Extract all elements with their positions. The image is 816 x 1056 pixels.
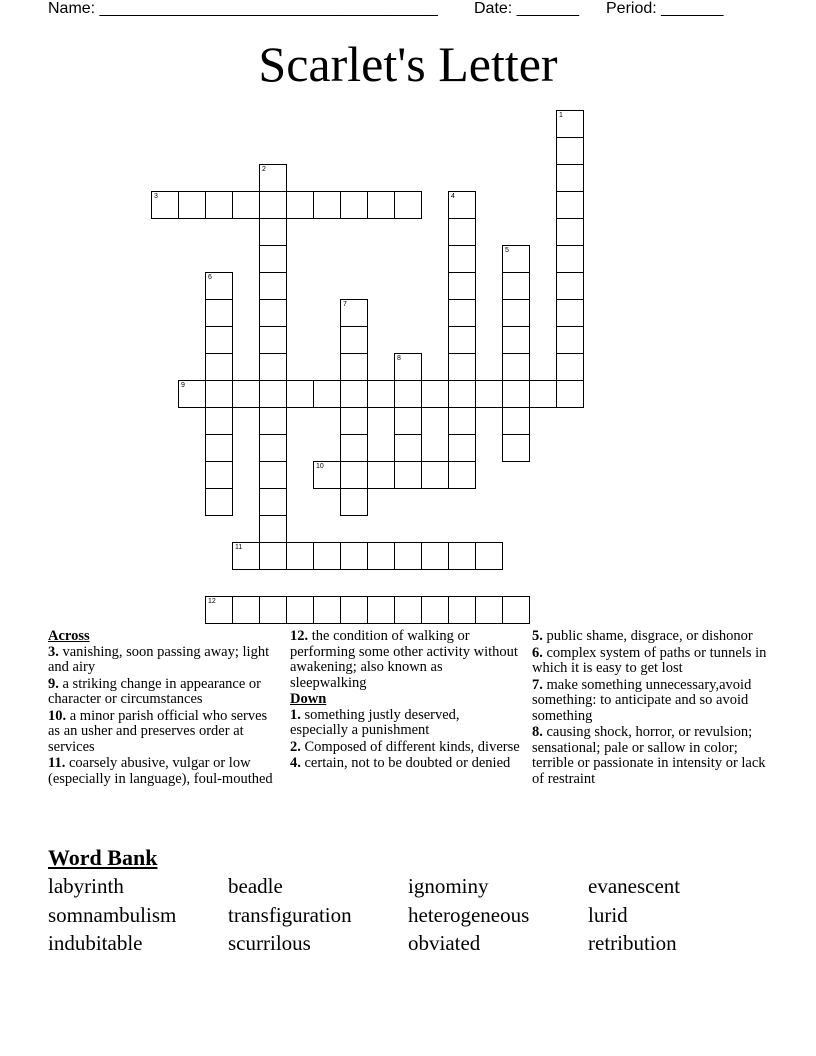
crossword-cell[interactable] xyxy=(259,326,287,354)
clue-text: certain, not to be doubted or denied xyxy=(300,755,511,771)
down-clue-list-2 xyxy=(532,629,768,787)
crossword-cell[interactable] xyxy=(205,596,233,624)
clue-text: a minor parish official who serves as an usher and preserves order at services xyxy=(48,707,268,755)
crossword-cell[interactable] xyxy=(205,407,233,435)
clue-number: 2. xyxy=(290,738,301,755)
clue-text: Composed of different kinds, diverse xyxy=(300,738,520,755)
crossword-cell[interactable] xyxy=(205,461,233,489)
crossword-cell[interactable] xyxy=(340,326,368,354)
crossword-cell[interactable] xyxy=(259,380,287,408)
crossword-cell[interactable] xyxy=(475,380,503,408)
word-bank-word: retribution xyxy=(588,931,677,955)
clue-number: 8. xyxy=(532,724,543,740)
crossword-cell[interactable] xyxy=(556,326,584,354)
cell-number: 7 xyxy=(343,301,347,308)
clue-item xyxy=(290,629,520,691)
clue-item xyxy=(532,678,768,725)
crossword-cell[interactable] xyxy=(259,407,287,435)
clue-item xyxy=(290,708,520,739)
crossword-cell[interactable] xyxy=(205,326,233,354)
crossword-cell[interactable] xyxy=(205,299,233,327)
clue-text: causing shock, horror, or revulsion; sensational; pale or sallow in color; terrible or passionate in intensity or lack of restraint xyxy=(532,724,766,787)
clue-item xyxy=(48,756,278,787)
clue-number: 6. xyxy=(532,644,543,661)
crossword-cell[interactable] xyxy=(448,326,476,354)
crossword-cell[interactable] xyxy=(340,191,368,219)
clue-number: 11. xyxy=(48,755,66,771)
clues-column-1 xyxy=(48,629,278,788)
word-bank-word: somnambulism xyxy=(48,902,177,927)
crossword-cell[interactable] xyxy=(259,164,287,192)
period-field-label[interactable]: Period: _______ xyxy=(606,0,724,17)
crossword-cell[interactable] xyxy=(475,596,503,624)
crossword-cell[interactable] xyxy=(259,353,287,381)
crossword-cell[interactable] xyxy=(556,191,584,219)
crossword-cell[interactable] xyxy=(232,542,260,570)
cell-number: 8 xyxy=(397,355,401,362)
clue-text: the condition of walking or performing some other activity without awakening; also known as sleepwalking xyxy=(290,628,518,691)
crossword-cell[interactable] xyxy=(340,542,368,570)
crossword-cell[interactable] xyxy=(340,299,368,327)
crossword-cell[interactable] xyxy=(502,434,530,462)
clue-text: a striking change in appearance or character or circumstances xyxy=(48,675,261,707)
clue-text: vanishing, soon passing away; light and airy xyxy=(48,643,270,675)
word-bank-word: lurid xyxy=(588,902,628,927)
cell-number: 1 xyxy=(559,112,563,119)
crossword-cell[interactable] xyxy=(556,164,584,192)
crossword-cell[interactable] xyxy=(448,461,476,489)
crossword-cell[interactable] xyxy=(313,380,341,408)
crossword-cell[interactable] xyxy=(313,596,341,624)
clue-number: 9. xyxy=(48,675,59,692)
clue-text: coarsely abusive, vulgar or low (especially in language), foul-mouthed xyxy=(48,755,273,787)
header xyxy=(48,0,768,20)
crossword-cell[interactable] xyxy=(421,596,449,624)
crossword-cell[interactable] xyxy=(340,596,368,624)
crossword-cell[interactable] xyxy=(259,461,287,489)
name-field-label[interactable]: Name: ______________________________________ xyxy=(48,0,438,17)
clues-column-3 xyxy=(532,629,768,788)
crossword-cell[interactable] xyxy=(313,461,341,489)
crossword-cell[interactable] xyxy=(286,191,314,219)
crossword-cell[interactable] xyxy=(502,272,530,300)
clue-number: 7. xyxy=(532,676,543,693)
crossword-cell[interactable] xyxy=(259,488,287,516)
cell-number: 3 xyxy=(154,193,158,200)
crossword-cell[interactable] xyxy=(313,542,341,570)
clue-number: 4. xyxy=(290,755,301,771)
across-clue-list-2 xyxy=(290,629,520,691)
crossword-cell[interactable] xyxy=(367,461,395,489)
cell-number: 5 xyxy=(505,247,509,254)
crossword-cell[interactable] xyxy=(286,596,314,624)
crossword-cell[interactable] xyxy=(286,542,314,570)
clue-item xyxy=(532,629,768,645)
word-bank-word: labyrinth xyxy=(48,874,124,898)
crossword-cell[interactable] xyxy=(421,542,449,570)
crossword-cell[interactable] xyxy=(259,191,287,219)
crossword-cell[interactable] xyxy=(259,245,287,273)
crossword-cell[interactable] xyxy=(502,380,530,408)
clue-item xyxy=(48,677,278,708)
word-bank-word: obviated xyxy=(408,931,481,955)
crossword-cell[interactable] xyxy=(556,272,584,300)
crossword-cell[interactable] xyxy=(205,272,233,300)
crossword-cell[interactable] xyxy=(232,380,260,408)
word-bank-word: evanescent xyxy=(588,874,681,898)
crossword-cell[interactable] xyxy=(556,299,584,327)
crossword-cell[interactable] xyxy=(502,596,530,624)
crossword-cell[interactable] xyxy=(556,380,584,408)
crossword-cell[interactable] xyxy=(448,353,476,381)
word-bank-word: scurrilous xyxy=(228,931,311,955)
crossword-cell[interactable] xyxy=(259,434,287,462)
clue-number: 12. xyxy=(290,628,309,644)
crossword-cell[interactable] xyxy=(394,596,422,624)
crossword-cell[interactable] xyxy=(475,542,503,570)
clues-column-2 xyxy=(290,629,520,773)
clue-item xyxy=(48,709,278,756)
page-title: Scarlet's Letter xyxy=(258,36,558,92)
word-bank-word: indubitable xyxy=(48,931,143,955)
crossword-cell[interactable] xyxy=(421,380,449,408)
crossword-cell[interactable] xyxy=(367,542,395,570)
crossword-cell[interactable] xyxy=(394,353,422,381)
clue-item xyxy=(290,740,520,756)
clue-number: 10. xyxy=(48,707,67,724)
crossword-cell[interactable] xyxy=(502,326,530,354)
crossword-cell[interactable] xyxy=(448,299,476,327)
crossword-cell[interactable] xyxy=(151,191,179,219)
clue-number: 5. xyxy=(532,628,543,644)
crossword-cell[interactable] xyxy=(556,137,584,165)
crossword-cell[interactable] xyxy=(205,380,233,408)
crossword-cell[interactable] xyxy=(340,488,368,516)
clue-number: 3. xyxy=(48,643,59,660)
crossword-cell[interactable] xyxy=(502,353,530,381)
crossword-cell[interactable] xyxy=(529,380,557,408)
crossword-cell[interactable] xyxy=(448,218,476,246)
crossword-cell[interactable] xyxy=(556,353,584,381)
cell-number: 2 xyxy=(262,166,266,173)
cell-number: 11 xyxy=(235,544,243,551)
crossword-cell[interactable] xyxy=(394,434,422,462)
crossword-cell[interactable] xyxy=(556,245,584,273)
word-bank-word: transfiguration xyxy=(228,902,352,927)
crossword-cell[interactable] xyxy=(367,596,395,624)
crossword-cell[interactable] xyxy=(205,353,233,381)
crossword-cell[interactable] xyxy=(502,407,530,435)
crossword-cell[interactable] xyxy=(205,488,233,516)
crossword-cell[interactable] xyxy=(394,380,422,408)
crossword-cell[interactable] xyxy=(502,245,530,273)
crossword-cell[interactable] xyxy=(448,380,476,408)
clue-item xyxy=(532,646,768,677)
crossword-cell[interactable] xyxy=(340,380,368,408)
crossword-cell[interactable] xyxy=(259,299,287,327)
clue-item xyxy=(48,645,278,676)
crossword-cell[interactable] xyxy=(394,542,422,570)
crossword-cell[interactable] xyxy=(286,380,314,408)
crossword-cell[interactable] xyxy=(313,191,341,219)
clue-item xyxy=(532,725,768,787)
crossword-cell[interactable] xyxy=(178,380,206,408)
crossword-cell[interactable] xyxy=(205,191,233,219)
crossword-cell[interactable] xyxy=(394,461,422,489)
crossword-cell[interactable] xyxy=(259,596,287,624)
clue-text: make something unnecessary,avoid something: to anticipate and so avoid something xyxy=(532,676,752,724)
clue-number: 1. xyxy=(290,706,301,723)
crossword-cell[interactable] xyxy=(367,380,395,408)
crossword-cell[interactable] xyxy=(340,407,368,435)
crossword-cell[interactable] xyxy=(259,218,287,246)
word-bank-word: ignominy xyxy=(408,874,489,898)
crossword-cell[interactable] xyxy=(448,434,476,462)
cell-number: 12 xyxy=(208,598,216,605)
word-bank-word: beadle xyxy=(228,874,283,898)
crossword-cell[interactable] xyxy=(340,353,368,381)
crossword-cell[interactable] xyxy=(394,191,422,219)
down-clue-list-1 xyxy=(290,708,520,772)
across-clue-list-1 xyxy=(48,645,278,788)
crossword-cell[interactable] xyxy=(394,407,422,435)
cell-number: 6 xyxy=(208,274,212,281)
crossword-cell[interactable] xyxy=(448,596,476,624)
crossword-cell[interactable] xyxy=(259,272,287,300)
across-heading: Across xyxy=(48,628,90,644)
crossword-cell[interactable] xyxy=(205,434,233,462)
crossword-cell[interactable] xyxy=(340,461,368,489)
crossword-cell[interactable] xyxy=(259,542,287,570)
word-bank xyxy=(48,873,768,963)
crossword-cell[interactable] xyxy=(259,515,287,543)
clue-text: something justly deserved, especially a punishment xyxy=(290,706,460,738)
crossword-cell[interactable] xyxy=(421,461,449,489)
word-bank-word: heterogeneous xyxy=(408,902,530,927)
date-field-label[interactable]: Date: _______ xyxy=(474,0,579,17)
clue-item xyxy=(290,756,520,772)
cell-number: 9 xyxy=(181,382,185,389)
clue-text: complex system of paths or tunnels in which it is easy to get lost xyxy=(532,644,767,676)
crossword-cell[interactable] xyxy=(502,299,530,327)
cell-number: 4 xyxy=(451,193,455,200)
crossword-cell[interactable] xyxy=(448,245,476,273)
crossword-cell[interactable] xyxy=(448,272,476,300)
cell-number: 10 xyxy=(316,463,324,470)
crossword-cell[interactable] xyxy=(448,191,476,219)
crossword-cell[interactable] xyxy=(367,191,395,219)
crossword-cell[interactable] xyxy=(448,542,476,570)
crossword-cell[interactable] xyxy=(178,191,206,219)
crossword-cell[interactable] xyxy=(556,110,584,138)
clue-text: public shame, disgrace, or dishonor xyxy=(542,628,753,644)
down-heading: Down xyxy=(290,691,327,707)
crossword-cell[interactable] xyxy=(232,191,260,219)
crossword-cell[interactable] xyxy=(232,596,260,624)
crossword-cell[interactable] xyxy=(340,434,368,462)
crossword-cell[interactable] xyxy=(448,407,476,435)
crossword-cell[interactable] xyxy=(556,218,584,246)
word-bank-title: Word Bank xyxy=(48,845,158,870)
